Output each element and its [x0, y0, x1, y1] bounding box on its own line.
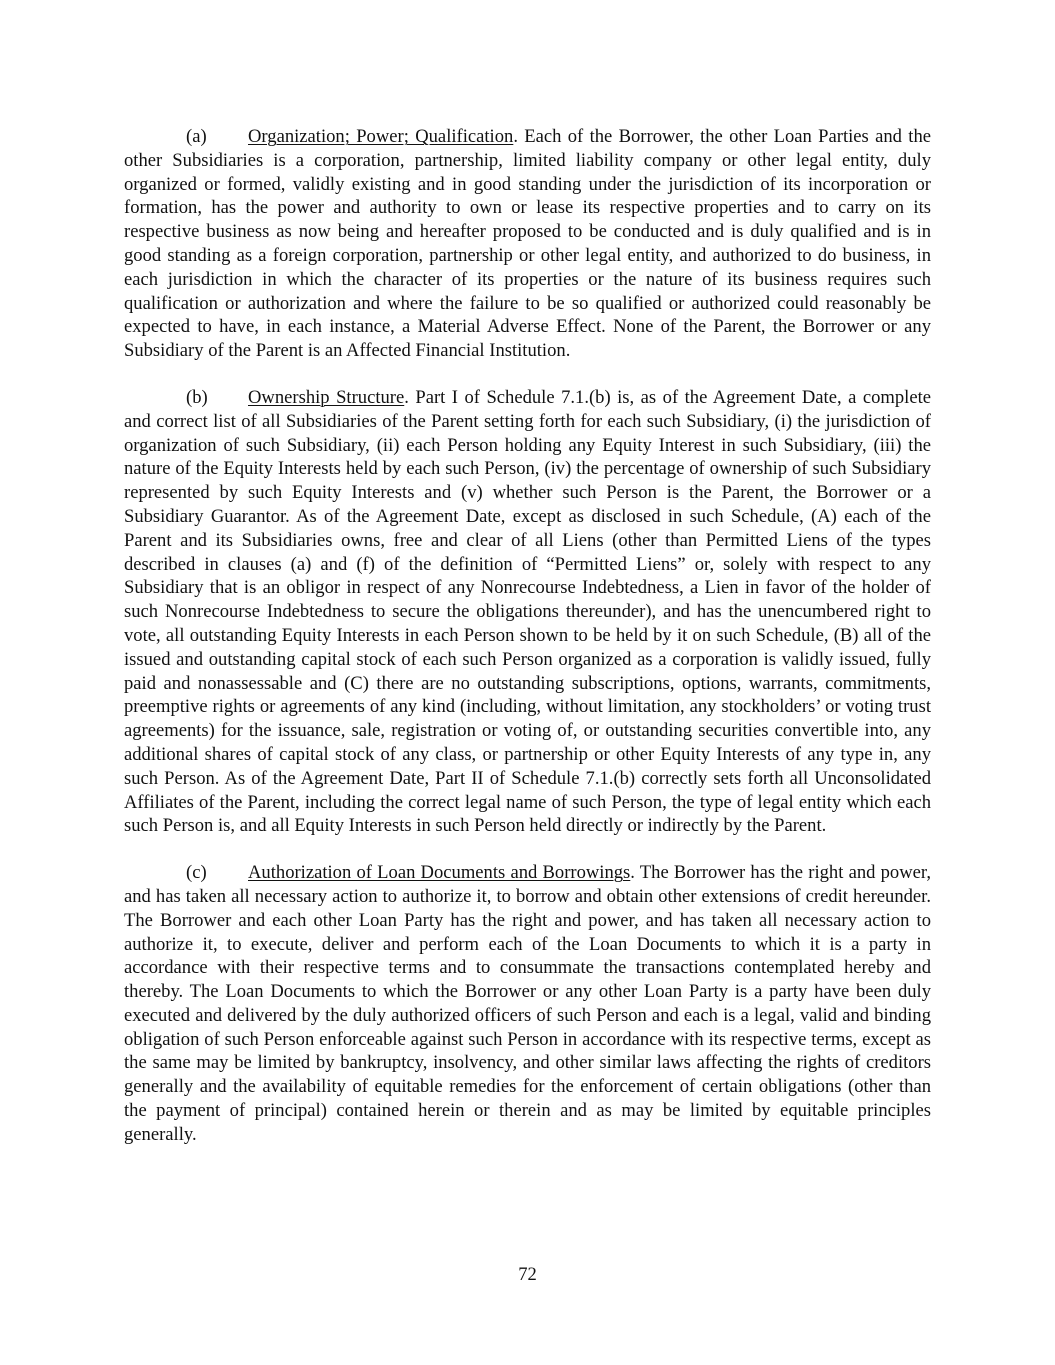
section-heading: Organization; Power; Qualification — [248, 126, 514, 147]
section-body: . Part I of Schedule 7.1.(b) is, as of the Agreement Date, a complete and correct list of all Subsidiaries of the Parent setting forth for each such Subsidiary, (i) the jurisdiction of organization of such Subsidiary, (ii) each Person holding any Equity Interest in such Subsidiary, (iii) the nature of the Equity Interests held by each such Person, (iv) the percentage of ownership of such Subsidiary represented by such Equity Interests and (v) whether such Person is the Parent, the Borrower or a Subsidiary Guarantor. As of the Agreement Date, except as disclosed in such Schedule, (A) each of the Parent and its Subsidiaries owns, free and clear of all Liens (other than Permitted Liens of the types described in clauses (a) and (f) of the definition of “Permitted Liens” or, solely with respect to any Subsidiary that is an obligor in respect of any Nonrecourse Indebtedness, a Lien in favor of the holder of such Nonrecourse Indebtedness to secure the obligations thereunder), and has the unencumbered right to vote, all outstanding Equity Interests in each Person shown to be held by it on such Schedule, (B) all of the issued and outstanding capital stock of each such Person organized as a corporation is validly issued, fully paid and nonassessable and (C) there are no outstanding subscriptions, options, warrants, commitments, preemptive rights or agreements of any kind (including, without limitation, any stockholders’ or voting trust agreements) for the issuance, sale, registration or voting of, or outstanding securities convertible into, any additional shares of capital stock of any class, or partnership or other Equity Interests of any type in, any such Person. As of the Agreement Date, Part II of Schedule 7.1.(b) correctly sets forth all Unconsolidated Affiliates of the Parent, including the correct legal name of such Person, the type of legal entity which each such Person is, and all Equity Interests in such Person held directly or indirectly by the Parent. — [124, 386, 931, 837]
page-number: 72 — [518, 1264, 537, 1285]
section-a — [124, 125, 931, 363]
section-body: . Each of the Borrower, the other Loan Parties and the other Subsidiaries is a corporation, partnership, limited liability company or other legal entity, duly organized or formed, validly existing and in good standing under the jurisdiction of its incorporation or formation, has the power and authority to own or lease its respective properties and to carry on its respective business as now being and hereafter proposed to be conducted and is duly qualified and is in good standing as a foreign corporation, partnership or other legal entity, and authorized to do business, in each jurisdiction in which the character of its properties or the nature of its business requires such qualification or authorization and where the failure to be so qualified or authorized could reasonably be expected to have, in each instance, a Material Adverse Effect. None of the Parent, the Borrower or any Subsidiary of the Parent is an Affected Financial Institution. — [124, 126, 931, 362]
section-b — [124, 386, 931, 838]
section-body: . The Borrower has the right and power, and has taken all necessary action to authorize it, to borrow and obtain other extensions of credit hereunder. The Borrower and each other Loan Party has the right and power, and has taken all necessary action to authorize it, to execute, deliver and perform each of the Loan Documents to which it is a party in accordance with their respective terms and to consummate the transactions contemplated hereby and thereby. The Loan Documents to which the Borrower or any other Loan Party is a party have been duly executed and delivered by the duly authorized officers of such Person and each is a legal, valid and binding obligation of such Person enforceable against such Person in accordance with its respective terms, except as the same may be limited by bankruptcy, insolvency, and other similar laws affecting the rights of creditors generally and the availability of equitable remedies for the enforcement of certain obligations (other than the payment of principal) contained herein or therein and as may be limited by equitable principles generally. — [124, 862, 931, 1145]
section-label: (b) — [186, 386, 208, 408]
section-label: (c) — [186, 862, 207, 884]
section-heading: Ownership Structure — [248, 386, 405, 408]
section-c — [124, 861, 931, 1147]
section-label: (a) — [186, 126, 207, 147]
section-heading: Authorization of Loan Documents and Borrowings — [248, 862, 631, 884]
document-page — [124, 125, 931, 1147]
